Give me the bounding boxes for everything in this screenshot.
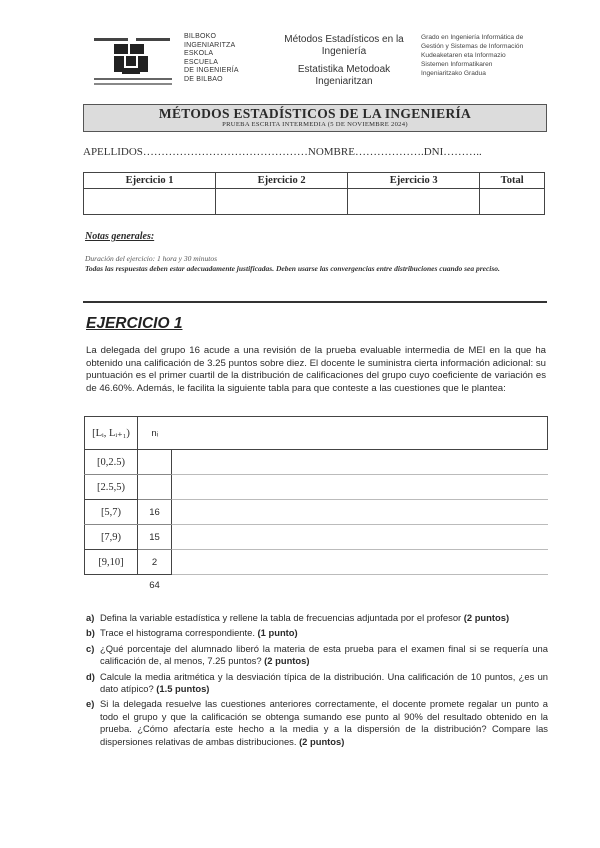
exercise-intro: La delegada del grupo 16 acude a una revisión de la prueba evaluable intermedia de MEI en la que ha obtenido una calificación de 3.25 puntos sobre diez. El docente le suministra cierta información adicional: su puntuación es el primer cuartil de la distribución de calificaciones del grupo cuyo coeficiente de variación es de 46.60%. Además, le facilita la siguiente tabla para que conteste a las cuestiones que le plantea: [86, 345, 546, 394]
notes-text: Todas las respuestas deben estar adecuadamente justificadas. Deben usarse las convergencias entre distribuciones cuando sea preciso. [85, 264, 500, 273]
score-cell-ex2[interactable] [216, 189, 348, 215]
frequency-table [84, 416, 548, 595]
score-table [83, 172, 545, 215]
degree-name [421, 33, 523, 78]
subject-es-line: Métodos Estadísticos en la [284, 34, 404, 45]
question-points: (2 puntos) [463, 612, 510, 623]
degree-line: Kudeaketaren eta Informazio [421, 52, 506, 59]
freq-n: 16 [138, 500, 172, 525]
question-points: (2 puntos) [299, 735, 345, 747]
question-label: a) [86, 612, 95, 623]
score-header-ex1: Ejercicio 1 [84, 173, 216, 189]
question-label: c) [86, 642, 95, 654]
upv-ehu-logo-icon [92, 32, 176, 90]
degree-line: Ingeniaritzako Gradua [421, 70, 486, 77]
score-header-total: Total [480, 173, 545, 189]
question-points: (1.5 puntos) [156, 683, 210, 695]
school-line: DE BILBAO [184, 75, 223, 83]
score-header-ex2: Ejercicio 2 [216, 173, 348, 189]
score-cell-ex1[interactable] [84, 189, 216, 215]
question-item [86, 643, 548, 668]
freq-blank-cell[interactable] [172, 500, 548, 525]
freq-total-blank [172, 575, 548, 596]
freq-interval: [9,10] [85, 550, 138, 575]
exam-subtitle: PRUEBA ESCRITA INTERMEDIA (5 DE NOVIEMBRE 2024) [222, 121, 408, 128]
freq-interval: [2.5,5) [85, 475, 138, 500]
score-cell-ex3[interactable] [348, 189, 480, 215]
freq-interval: [7,9) [85, 525, 138, 550]
question-points: (2 puntos) [264, 655, 310, 667]
freq-total-label [85, 575, 138, 596]
question-points: (1 punto) [257, 627, 298, 639]
subject-title [264, 34, 424, 88]
question-item [86, 627, 548, 639]
degree-line: Gestión y Sistemas de Información [421, 43, 524, 50]
question-label: d) [86, 670, 95, 682]
question-text: Trace el histograma correspondiente. [100, 627, 258, 639]
question-item [86, 612, 548, 624]
notes-title: Notas generales: [85, 231, 155, 242]
freq-header-interval: [Lᵢ, Lᵢ₊₁) [85, 417, 138, 450]
section-divider [83, 301, 547, 303]
freq-n[interactable] [138, 450, 172, 475]
question-label: e) [86, 698, 95, 710]
exam-banner [83, 104, 547, 132]
subject-eu-line: Estatistika Metodoak [297, 64, 391, 75]
subject-es-line: Ingeniería [321, 46, 367, 57]
freq-blank-cell[interactable] [172, 450, 548, 475]
school-line: DE INGENIERÍA [184, 67, 239, 75]
exercise-title: EJERCICIO 1 [86, 315, 183, 332]
question-text: Calcule la media aritmética y la desviación típica de la distribución. Una calificación de 10 puntos, ¿es un dato atípico? [100, 670, 548, 695]
university-logo [92, 32, 176, 90]
freq-n[interactable] [138, 475, 172, 500]
freq-header-blank[interactable] [172, 417, 548, 450]
question-item [86, 671, 548, 696]
freq-blank-cell[interactable] [172, 475, 548, 500]
freq-header-n: nᵢ [138, 417, 172, 450]
freq-total: 64 [149, 579, 160, 591]
freq-n: 15 [138, 525, 172, 550]
subject-eu-line: Ingeniaritzan [315, 76, 373, 87]
question-item [86, 698, 548, 748]
student-id-line[interactable]: APELLIDOS………………………………………NOMBRE……………….DNI……….. [83, 146, 482, 158]
question-list [86, 612, 548, 751]
school-name [184, 33, 239, 85]
school-line: ESCUELA [184, 58, 219, 66]
school-line: INGENIARITZA [184, 41, 236, 49]
score-header-ex3: Ejercicio 3 [348, 173, 480, 189]
freq-blank-cell[interactable] [172, 550, 548, 575]
exam-title: MÉTODOS ESTADÍSTICOS DE LA INGENIERÍA [158, 106, 472, 121]
notes-duration: Duración del ejercicio: 1 hora y 30 minutos [85, 254, 217, 263]
degree-line: Sistemen Informatikaren [421, 61, 493, 68]
question-label: b) [86, 627, 95, 639]
school-line: BILBOKO [184, 33, 217, 40]
question-text: Si la delegada resuelve las cuestiones anteriores correctamente, el docente promete regalar un punto a todo el grupo y que la calificación se obtenga sumando ese punto al 90% del resultado obtenido en la prueba. ¿Cómo afectaría este hecho a la media y a la dispersión de la distribución? Compare las dispersiones relativas de ambas distribuciones. [100, 698, 548, 747]
score-cell-total[interactable] [480, 189, 545, 215]
question-text: Defina la variable estadística y rellene la tabla de frecuencias adjuntada por el profesor [100, 612, 464, 623]
freq-interval: [5,7) [85, 500, 138, 525]
question-text: ¿Qué porcentaje del alumnado liberó la materia de esta prueba para el examen final si se requería una calificación de, al menos, 7.25 puntos? [100, 642, 548, 667]
freq-n: 2 [138, 550, 172, 575]
school-line: ESKOLA [184, 50, 214, 58]
degree-line: Grado en Ingeniería Informática de [421, 34, 524, 41]
freq-blank-cell[interactable] [172, 525, 548, 550]
freq-interval: [0,2.5) [85, 450, 138, 475]
